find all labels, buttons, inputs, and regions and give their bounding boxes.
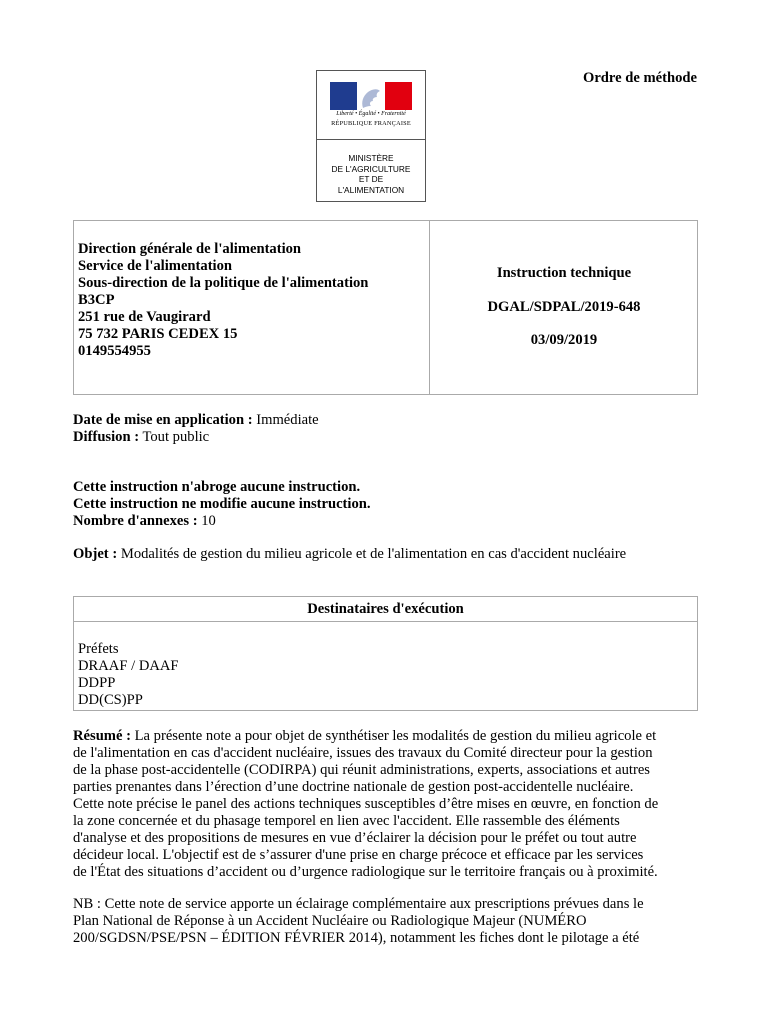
diffusion-value: Tout public xyxy=(142,429,210,445)
issuer-line: 75 732 PARIS CEDEX 15 xyxy=(78,326,238,342)
objet-line: Objet : Modalités de gestion du milieu agricole et de l'alimentation en cas d'accident nucléaire xyxy=(73,546,627,562)
list-item: DDPP xyxy=(78,675,116,691)
application-info: Date de mise en application : Immédiate Diffusion : Tout public xyxy=(73,412,319,445)
instruction-info: Cette instruction n'abroge aucune instruction. Cette instruction ne modifie aucune instruction. Nombre d'annexes : 10 xyxy=(73,479,371,529)
issuer-block xyxy=(78,241,368,360)
issuer-line: B3CP xyxy=(78,292,115,308)
objet-value: Modalités de gestion du milieu agricole et de l'alimentation en cas d'accident nucléaire xyxy=(120,546,627,562)
republic-name: RÉPUBLIQUE FRANÇAISE xyxy=(331,120,411,127)
destinataires-title: Destinataires d'exécution xyxy=(74,597,697,622)
list-item: Préfets xyxy=(78,641,119,657)
destinataires-list xyxy=(78,641,179,709)
republic-motto: Liberté • Égalité • Fraternité xyxy=(336,111,406,117)
resume-paragraph: Résumé : La présente note a pour objet de synthétiser les modalités de gestion du milieu agricole et de l'alimentation en cas d'accident nucléaire, issues des travaux du Comité directeur pour la gestion de la phase post-accidentelle (CODIRPA) qui réunit administrations, experts, associations et autres parties prenantes dans l’érection d’une doctrine nationale de gestion post-accidentelle nucléaire. Cette note précise le panel des actions techniques susceptibles d’être mises en œuvre, en fonction de la zone concernée et du phasage temporel en lien avec l'accident. Elle rassemble des éléments d'analyse et des propositions de mesures en vue d’éclairer la décision pour le préfet ou tout autre décideur local. L'objectif est de s’assurer d'une prise en charge précoce et efficace par les services de l'État des situations d’accident ou d’urgence radiologique sur le territoire français ou à proximité. xyxy=(73,728,659,880)
issuer-line: 0149554955 xyxy=(78,343,151,359)
destinataires-table xyxy=(73,596,698,711)
issuer-line: 251 rue de Vaugirard xyxy=(78,309,211,325)
nb-paragraph: NB : Cette note de service apporte un éclairage complémentaire aux prescriptions prévues dans le Plan National de Réponse à un Accident Nucléaire ou Radiologique Majeur (NUMÉRO 200/SGDSN/PSE/PSN – ÉDITION FÉVRIER 2014), notamment les fiches dont le pilotage a été xyxy=(73,896,644,946)
list-item: DD(CS)PP xyxy=(78,692,143,708)
issuer-line: Sous-direction de la politique de l'alimentation xyxy=(78,275,369,291)
document-date: 03/09/2019 xyxy=(530,332,598,348)
instruction-type: Instruction technique xyxy=(496,265,632,281)
reference-block xyxy=(430,265,698,366)
reference-number: DGAL/SDPAL/2019-648 xyxy=(487,298,641,315)
ministry-name: MINISTÈRE DE L'AGRICULTURE ET DE L'ALIMENTATION xyxy=(331,153,411,195)
document-type: Ordre de méthode xyxy=(582,70,697,86)
abroge-line: Cette instruction n'abroge aucune instruction. xyxy=(73,479,361,495)
list-item: DRAAF / DAAF xyxy=(78,658,179,674)
marianne-flag-icon xyxy=(330,82,412,110)
ministry-logo xyxy=(316,70,426,202)
header-table xyxy=(73,220,698,395)
application-date: Immédiate xyxy=(256,412,319,428)
annexes-count: 10 xyxy=(201,513,216,529)
marianne-block xyxy=(317,71,425,140)
issuer-line: Service de l'alimentation xyxy=(78,258,233,274)
issuer-line: Direction générale de l'alimentation xyxy=(78,241,302,257)
modifie-line: Cette instruction ne modifie aucune instruction. xyxy=(73,496,371,512)
